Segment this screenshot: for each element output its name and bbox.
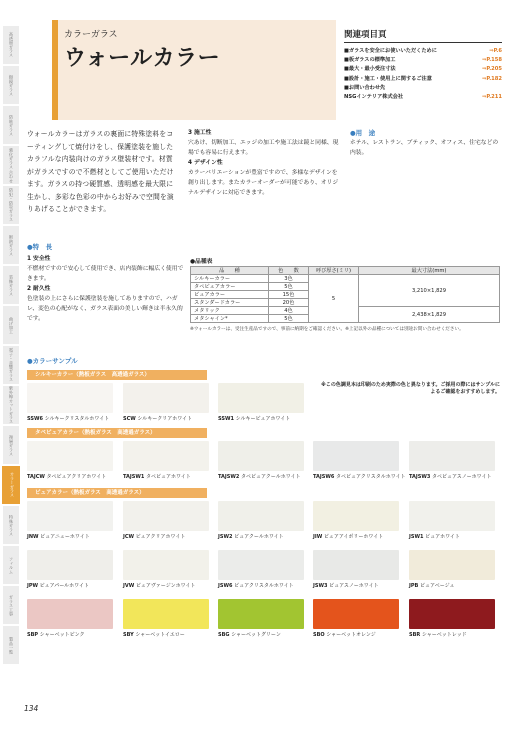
index-tab[interactable]: 銀鏡ガラス (3, 66, 19, 105)
index-tab[interactable]: 特殊ガラス (3, 506, 19, 545)
swatch-name: シャーベットオレンジ (326, 632, 376, 638)
related-row[interactable] (344, 47, 502, 56)
related-page-link[interactable]: ⇒P.205 (482, 66, 502, 73)
swatch-name: タペピュアクリアホワイト (46, 474, 107, 480)
category-label: カラーガラス (64, 30, 118, 40)
index-tab[interactable]: 装飾ガラス (3, 266, 19, 305)
color-swatch (27, 599, 113, 629)
samples-note: ※この色調見本は印刷のため実際の色と異なります。ご採用の際にはサンプルによるご確認をおすすめします。 (320, 382, 500, 395)
usage-heading: ●用 途 (350, 129, 376, 137)
spec-note: ※ウォールカラーは、受注生産品ですので、事前に納期をご確認ください。※上記以外の品種については別途お問い合わせください。 (190, 327, 464, 332)
swatch-code: TAJSW6 (313, 474, 335, 480)
swatch-name: ピュアクールホワイト (234, 534, 284, 540)
swatch-name: ピュアヴァージンホワイト (135, 583, 196, 589)
color-swatch (218, 599, 304, 629)
count-cell: 5色 (269, 283, 309, 291)
count-cell: 4色 (269, 307, 309, 315)
related-page-link[interactable]: ⇒P.158 (482, 57, 502, 64)
swatch-name: ピュアクリスタルホワイト (234, 583, 294, 589)
index-tab[interactable]: 電子・音響ガラス (3, 346, 19, 385)
swatch-name: ピュアクリアホワイト (135, 534, 186, 540)
index-tab[interactable]: 断熱ガラス (3, 226, 19, 265)
features-block (27, 242, 185, 324)
count-cell: 20色 (269, 299, 309, 307)
color-swatch (27, 550, 113, 580)
swatch-label (27, 415, 127, 422)
color-swatch (123, 599, 209, 629)
related-text: NSGインテリア株式会社 (344, 94, 404, 101)
swatch-label (27, 582, 127, 589)
swatch-label (218, 533, 318, 540)
safety-heading: 1 安全性 (27, 256, 51, 262)
color-swatch (27, 501, 113, 531)
related-row[interactable] (344, 93, 502, 102)
workability-heading: 3 施工性 (188, 130, 212, 136)
swatch-code: JSW3 (313, 583, 328, 589)
swatch-name: ピュアニューホワイト (40, 534, 90, 540)
index-tab[interactable]: 紫外線カットガラス (3, 386, 19, 425)
kind-cell: シルキーカラー (191, 275, 269, 283)
swatch-label (313, 473, 413, 480)
color-swatch (313, 501, 399, 531)
swatch-code: TAJSW3 (409, 474, 431, 480)
col-header-kind: 品 種 (191, 267, 269, 275)
kind-cell: メタシャイン* (191, 315, 269, 323)
color-swatch (313, 599, 399, 629)
swatch-label (123, 415, 223, 422)
swatch-code: SBY (123, 632, 134, 638)
usage-column (350, 128, 502, 158)
color-swatch (218, 441, 304, 471)
kind-cell: スタンダードカラー (191, 299, 269, 307)
swatch-name: タペピュアクールホワイト (240, 474, 301, 480)
usage-text: ホテル、レストラン、ブティック、オフィス、住宅などの内装。 (350, 140, 499, 156)
swatch-label (313, 533, 413, 540)
index-tab[interactable]: 強化ガラス 合わせ (3, 146, 19, 185)
intro-text: ウォールカラーはガラスの裏面に特殊塗料をコーティングして焼付けをし、保護塗装を施したカラフルな内装向けのガラス壁装材です。材質がガラスですので不燃材としてご使用いただけます。ガラスの持つ硬質感、透明感を最大限に生かし、多彩な色彩の中からお好みで空間を演りあげることができます。 (27, 130, 174, 213)
swatch-code: SBP (27, 632, 39, 638)
index-tab[interactable]: 高透過ガラス (3, 26, 19, 65)
size-cell: 3,210×1,829 (359, 275, 500, 307)
kind-cell: ピュアカラー (191, 291, 269, 299)
color-swatch (409, 599, 495, 629)
color-swatch (123, 383, 209, 413)
swatch-label (123, 533, 223, 540)
swatch-label (27, 631, 127, 638)
swatch-name: ピュアパールホワイト (39, 583, 89, 589)
swatch-label (27, 533, 127, 540)
swatch-name: ピュアホワイト (425, 534, 460, 540)
color-swatch (313, 550, 399, 580)
features-heading: ●特 長 (27, 243, 53, 251)
count-cell: 15色 (269, 291, 309, 299)
swatch-code: JIW (313, 534, 323, 540)
swatch-code: SSW6 (27, 416, 43, 422)
swatch-code: TAJSW2 (218, 474, 240, 480)
swatch-name: タペピュアクリスタルホワイト (335, 474, 406, 480)
color-swatch (409, 501, 495, 531)
related-row[interactable] (344, 84, 502, 93)
related-row[interactable] (344, 56, 502, 65)
swatch-label (218, 415, 318, 422)
color-swatch (27, 383, 113, 413)
swatch-label (409, 473, 509, 480)
swatch-label (27, 473, 127, 480)
col-header-thickness: 呼び厚さ(ミリ) (309, 267, 359, 275)
swatch-code: SBR (409, 632, 421, 638)
swatch-name: シャーベットピンク (39, 632, 85, 638)
design-heading: 4 デザイン性 (188, 160, 223, 166)
swatch-code: JCW (123, 534, 135, 540)
color-swatch (123, 501, 209, 531)
swatch-code: SBO (313, 632, 325, 638)
swatch-name: シャーベットグリーン (231, 632, 281, 638)
swatch-code: JSW6 (218, 583, 233, 589)
swatch-name: ピュアスノーホワイト (329, 583, 379, 589)
sample-group-title: ピュアカラー（熱板ガラス 高透過ガラス） (27, 488, 207, 498)
swatch-label (218, 631, 318, 638)
spec-table (190, 266, 500, 323)
swatch-label (123, 631, 223, 638)
color-swatch (313, 441, 399, 471)
swatch-name: タペピュアスノーホワイト (431, 474, 492, 480)
swatch-label (313, 582, 413, 589)
swatch-code: JPW (27, 583, 39, 589)
related-text: ■板ガラスの標準加工 (344, 57, 396, 64)
swatch-label (409, 631, 509, 638)
swatch-code: TAJSW1 (123, 474, 145, 480)
swatch-code: JVW (123, 583, 135, 589)
swatch-code: JPB (409, 583, 419, 589)
swatch-name: ピュアベージュ (419, 583, 455, 589)
thickness-cell: 5 (309, 275, 359, 323)
swatch-code: JSW1 (409, 534, 424, 540)
index-tab[interactable]: 防眩ガラス (3, 106, 19, 145)
color-swatch (218, 501, 304, 531)
col-header-size: 最大寸法(mm) (359, 267, 500, 275)
design-text: カラーバリエーションが豊富ですので、多様なデザインを創り出します。またカラーオーダーが可能であり、オリジナルデザインに対応できます。 (188, 170, 339, 196)
swatch-label (409, 582, 509, 589)
table-row (191, 275, 500, 283)
swatch-code: SBG (218, 632, 230, 638)
swatch-label (218, 473, 318, 480)
color-swatch (409, 550, 495, 580)
related-row[interactable] (344, 65, 502, 74)
count-cell: 3色 (269, 275, 309, 283)
swatch-name: ピュアアイボリーホワイト (323, 534, 384, 540)
swatch-name: シルキークリアホワイト (137, 416, 193, 422)
swatch-label (123, 473, 223, 480)
col-header-count: 色 数 (269, 267, 309, 275)
color-swatch (123, 441, 209, 471)
index-tab[interactable]: 防犯・防災ガラス (3, 186, 19, 225)
index-tab[interactable]: 製品一覧 (3, 626, 19, 665)
related-text: ■設計・施工・使用上に関するご注意 (344, 75, 432, 82)
durability-text: 色塗装の上にさらに保護塗装を施してありますので、ハガレ、変色の心配がなく、ガラス表面の美しい輝きは半永久的です。 (27, 296, 183, 322)
count-cell: 5色 (269, 315, 309, 323)
related-page-link[interactable]: ⇒P.211 (482, 94, 502, 101)
spec-table-block (190, 256, 500, 332)
swatch-name: シルキーピュアホワイト (235, 416, 291, 422)
swatch-code: JNW (27, 534, 39, 540)
index-tab[interactable]: 曲げ加工 (3, 306, 19, 345)
color-swatch (27, 441, 113, 471)
sample-group-title: シルキーカラー（熱板ガラス 高透過ガラス） (27, 370, 207, 380)
samples-heading: ●カラーサンプル (27, 357, 78, 365)
index-tabs (0, 26, 20, 666)
related-page-link[interactable]: ⇒P.6 (489, 48, 502, 54)
swatch-name: シルキークリスタルホワイト (44, 416, 110, 422)
properties-column (188, 128, 340, 198)
page-title: ウォールカラー (64, 46, 221, 71)
swatch-code: TAJCW (27, 474, 45, 480)
index-tab[interactable]: 複層ガラス (3, 426, 19, 465)
sample-group-title: タペピュアカラー（熱板ガラス 高透過ガラス） (27, 428, 207, 438)
swatch-code: JSW2 (218, 534, 233, 540)
color-swatch (409, 441, 495, 471)
index-tab[interactable]: フィルム (3, 546, 19, 585)
page-number: 134 (24, 704, 39, 713)
index-tab[interactable]: ガラス工事 (3, 586, 19, 625)
swatch-label (218, 582, 318, 589)
safety-text: 不燃材ですので安心して使用でき、店内装飾に幅広く使用できます。 (27, 266, 184, 282)
workability-text: 穴あけ、切断加工、エッジの加工や施工法は鏡と同様、現場でも容易に行えます。 (188, 140, 339, 156)
swatch-code: SCW (123, 416, 136, 422)
color-swatch (123, 550, 209, 580)
kind-cell: メタリック (191, 307, 269, 315)
related-heading: 関連項目頁 (344, 28, 502, 43)
kind-cell: タペピュアカラー (191, 283, 269, 291)
color-swatch (218, 550, 304, 580)
swatch-code: SSW1 (218, 416, 234, 422)
related-text: ■最大・最小受注寸法 (344, 66, 396, 73)
spec-title: ●品種表 (190, 259, 213, 265)
related-row[interactable] (344, 75, 502, 84)
related-text: ■お問い合わせ先 (344, 84, 386, 91)
related-text: ■ガラスを安全にお使いいただくために (344, 48, 437, 54)
index-tab[interactable]: カラーガラス (2, 466, 20, 505)
size-cell: 2,438×1,829 (359, 307, 500, 323)
swatch-name: タペピュアホワイト (145, 474, 191, 480)
related-pages (344, 28, 502, 102)
swatch-label (123, 582, 223, 589)
swatch-label (409, 533, 509, 540)
durability-heading: 2 耐久性 (27, 286, 51, 292)
related-page-link[interactable]: ⇒P.182 (482, 75, 502, 82)
swatch-label (313, 631, 413, 638)
color-swatch (218, 383, 304, 413)
swatch-name: シャーベットレッド (421, 632, 467, 638)
swatch-name: シャーベットイエロー (135, 632, 185, 638)
